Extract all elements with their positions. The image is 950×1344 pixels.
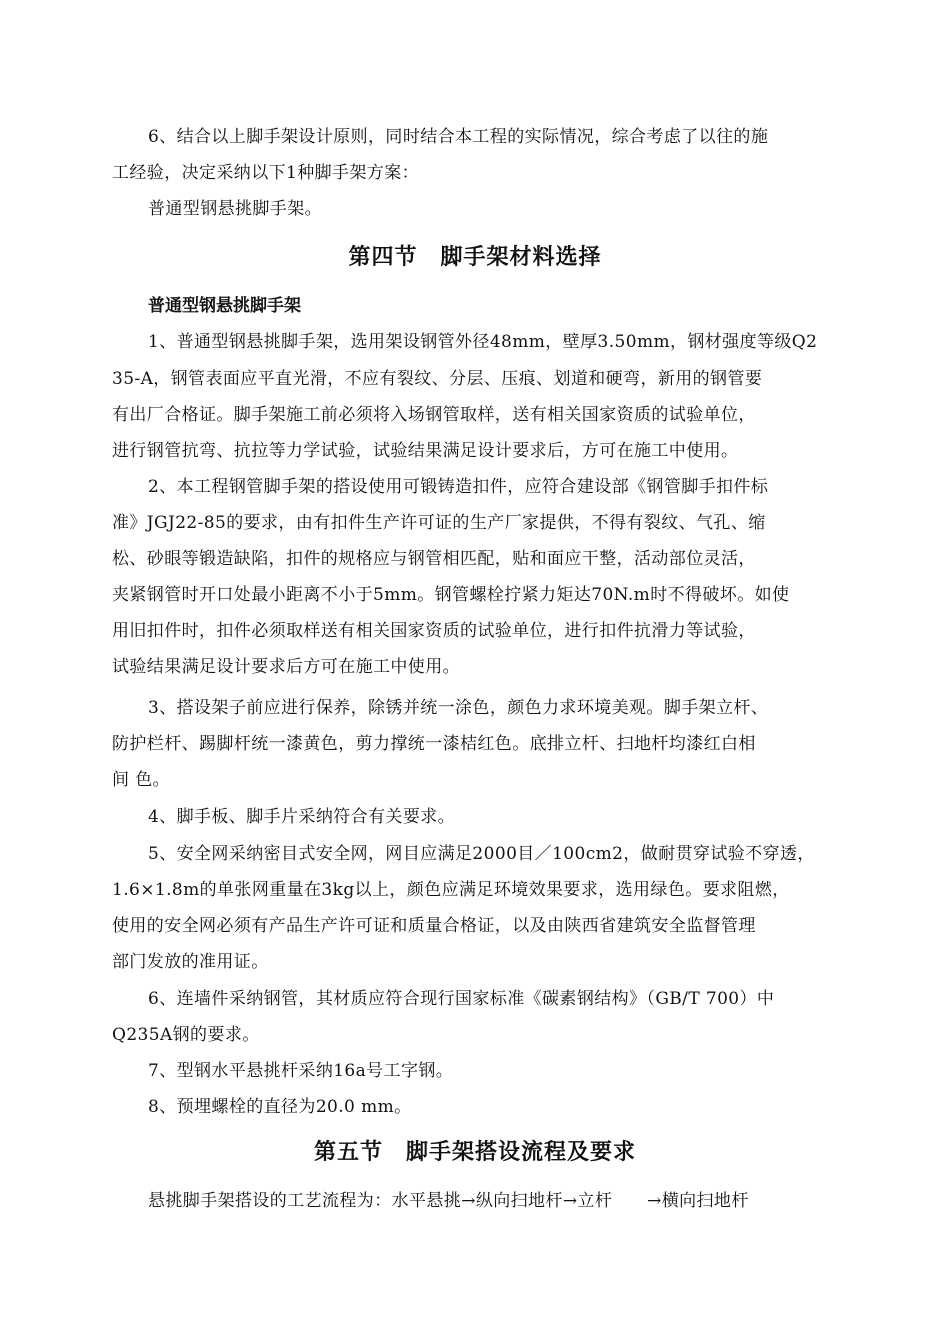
scheme-line: 普通型钢悬挑脚手架。 xyxy=(148,199,322,219)
item-5-line: 1.6×1.8m的单张网重量在3kg以上，颜色应满足环境效果要求，选用绿色。要求阻燃， xyxy=(112,880,790,900)
item-2-line: 松、砂眼等锻造缺陷，扣件的规格应与钢管相匹配，贴和面应干整，活动部位灵活， xyxy=(112,549,756,569)
intro-paragraph-line: 工经验，决定采纳以下1种脚手架方案： xyxy=(112,163,420,183)
item-5-line: 使用的安全网必须有产品生产许可证和质量合格证，以及由陕西省建筑安全监督管理 xyxy=(112,916,756,936)
item-6-line: 6、连墙件采纳钢管，其材质应符合现行国家标准《碳素钢结构》（GB/T 700）中 xyxy=(148,989,775,1009)
section-subheading: 普通型钢悬挑脚手架 xyxy=(148,296,301,316)
item-2-line: 2、本工程钢管脚手架的搭设使用可锻铸造扣件，应符合建设部《钢管脚手扣件标 xyxy=(148,477,769,497)
item-3-line: 3、搭设架子前应进行保养，除锈并统一涂色，颜色力求环境美观。脚手架立杆、 xyxy=(148,698,769,718)
process-flow-line: 悬挑脚手架搭设的工艺流程为：水平悬挑→纵向扫地杆→立杆 →横向扫地杆 xyxy=(148,1191,749,1211)
item-5-line: 5、安全网采纳密目式安全网，网目应满足2000目／100cm2，做耐贯穿试验不穿透， xyxy=(148,844,815,864)
item-4-line: 4、脚手板、脚手片采纳符合有关要求。 xyxy=(148,807,456,827)
section-heading: 第五节 脚手架搭设流程及要求 xyxy=(313,1139,636,1165)
item-1-line: 1、普通型钢悬挑脚手架，选用架设钢管外径48mm，壁厚3.50mm，钢材强度等级Q2 xyxy=(148,332,818,352)
item-7-line: 7、型钢水平悬挑杆采纳16a号工字钢。 xyxy=(148,1061,454,1081)
item-1-line: 35-A，钢管表面应平直光滑，不应有裂纹、分层、压痕、划道和硬弯，新用的钢管要 xyxy=(112,369,763,389)
item-3-line: 间 色。 xyxy=(112,770,171,790)
item-6-line: Q235A钢的要求。 xyxy=(112,1025,260,1045)
item-2-line: 夹紧钢管时开口处最小距离不小于5mm。钢管螺栓拧紧力矩达70N.m时不得破坏。如使 xyxy=(112,585,790,605)
item-2-line: 准》JGJ22-85的要求，由有扣件生产许可证的生产厂家提供，不得有裂纹、气孔、缩 xyxy=(112,513,766,533)
item-2-line: 试验结果满足设计要求后方可在施工中使用。 xyxy=(112,657,460,677)
item-1-line: 进行钢管抗弯、抗拉等力学试验，试验结果满足设计要求后，方可在施工中使用。 xyxy=(112,441,739,461)
item-8-line: 8、预埋螺栓的直径为20.0 mm。 xyxy=(148,1097,412,1117)
item-5-line: 部门发放的准用证。 xyxy=(112,952,269,972)
item-3-line: 防护栏杆、踢脚杆统一漆黄色，剪力撑统一漆桔红色。底排立杆、扫地杆均漆红白相 xyxy=(112,734,756,754)
section-heading: 第四节 脚手架材料选择 xyxy=(348,244,602,270)
item-1-line: 有出厂合格证。脚手架施工前必须将入场钢管取样，送有相关国家资质的试验单位， xyxy=(112,405,756,425)
item-2-line: 用旧扣件时，扣件必须取样送有相关国家资质的试验单位，进行扣件抗滑力等试验， xyxy=(112,621,756,641)
intro-paragraph-line: 6、结合以上脚手架设计原则，同时结合本工程的实际情况，综合考虑了以往的施 xyxy=(148,127,769,147)
